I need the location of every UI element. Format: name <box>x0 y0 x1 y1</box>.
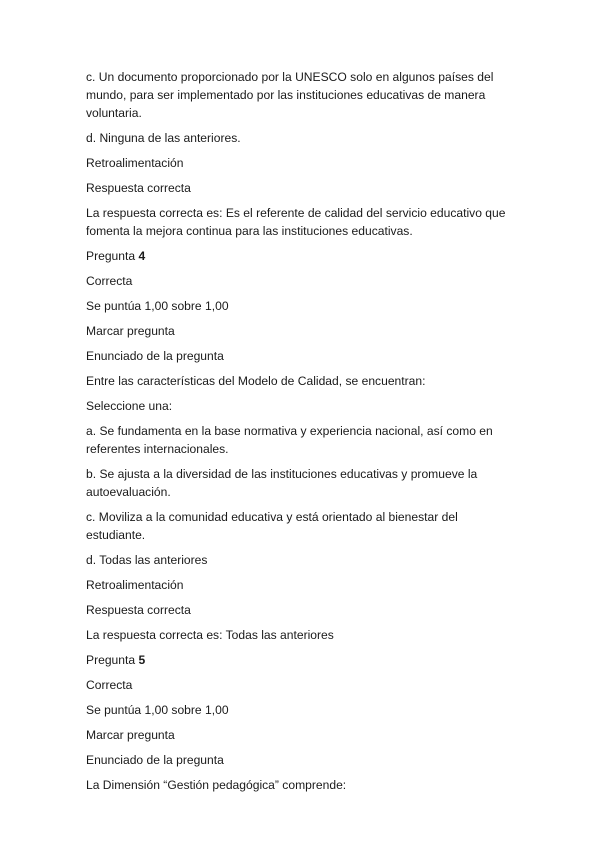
q5-score: Se puntúa 1,00 sobre 1,00 <box>86 703 229 717</box>
q4-option-d[interactable]: d. Todas las anteriores <box>86 553 208 567</box>
q3-option-d: d. Ninguna de las anteriores. <box>86 131 241 145</box>
q4-heading-prefix: Pregunta <box>86 249 139 263</box>
q4-option-b[interactable]: b. Se ajusta a la diversidad de las instituciones educativas y promueve la autoevaluación. <box>86 467 478 499</box>
q5-heading-prefix: Pregunta <box>86 653 139 667</box>
q3-feedback-label: Retroalimentación <box>86 156 184 170</box>
q5-statement-label: Enunciado de la pregunta <box>86 753 224 767</box>
q3-option-c: c. Un documento proporcionado por la UNESCO solo en algunos países del mundo, para ser implementado por las instituciones educativas de manera voluntaria. <box>86 70 494 120</box>
q4-flag-question[interactable]: Marcar pregunta <box>86 324 175 338</box>
q5-status: Correcta <box>86 678 133 692</box>
q4-statement: Entre las características del Modelo de Calidad, se encuentran: <box>86 374 426 388</box>
q5-flag-question[interactable]: Marcar pregunta <box>86 728 175 742</box>
q5-heading <box>86 651 510 669</box>
q4-statement-label: Enunciado de la pregunta <box>86 349 224 363</box>
q5-number: 5 <box>138 653 146 667</box>
q4-select-one: Seleccione una: <box>86 399 173 413</box>
q4-option-a[interactable]: a. Se fundamenta en la base normativa y experiencia nacional, así como en referentes internacionales. <box>86 424 493 456</box>
q4-status: Correcta <box>86 274 133 288</box>
q3-answer-text: La respuesta correcta es: Es el referente de calidad del servicio educativo que fomenta la mejora continua para las instituciones educativas. <box>86 206 506 238</box>
q5-statement: La Dimensión “Gestión pedagógica” comprende: <box>86 778 347 792</box>
q4-option-c[interactable]: c. Moviliza a la comunidad educativa y está orientado al bienestar del estudiante. <box>86 510 458 542</box>
q4-feedback-label: Retroalimentación <box>86 578 184 592</box>
q4-number: 4 <box>138 249 146 263</box>
q4-correct-label: Respuesta correcta <box>86 603 191 617</box>
q4-answer-text: La respuesta correcta es: Todas las anteriores <box>86 628 334 642</box>
q4-heading <box>86 247 510 265</box>
q4-score: Se puntúa 1,00 sobre 1,00 <box>86 299 229 313</box>
q3-correct-label: Respuesta correcta <box>86 181 191 195</box>
